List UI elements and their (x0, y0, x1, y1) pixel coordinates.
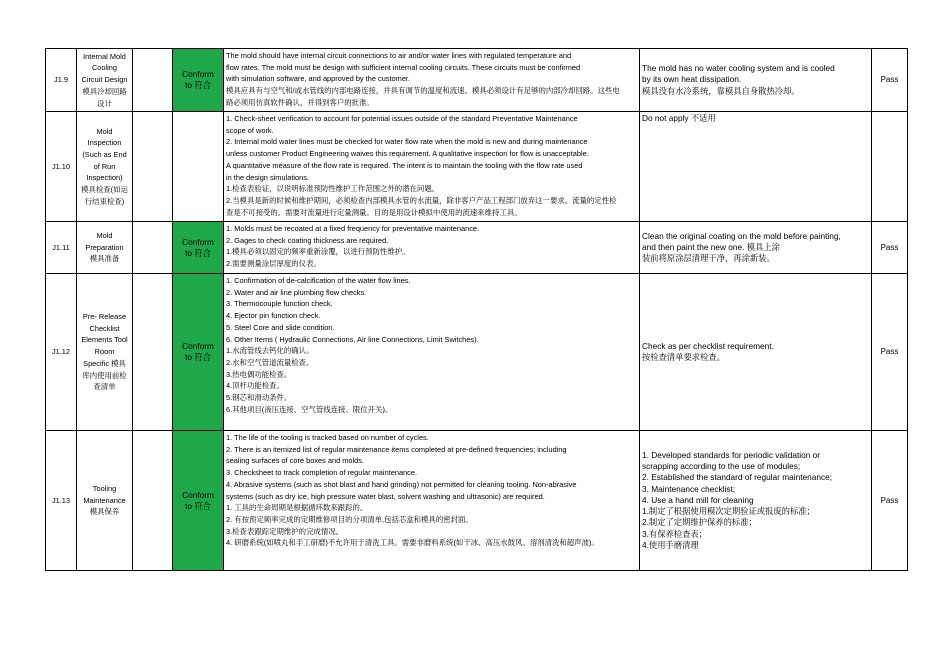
result-cell: Pass (872, 431, 908, 571)
supplier-response-cell (640, 49, 872, 112)
requirement-line: flow rates. The mold must be design with sufficient internal cooling circuits. These circuits must be confirmed (226, 62, 581, 72)
result-cell: Pass (872, 274, 908, 431)
requirement-line: 3. Checksheet to track completion of regular maintenance. (226, 468, 418, 478)
requirement-line: in the design simulations. (226, 172, 309, 182)
requirement-line: 4.顶杆功能检查。 (226, 381, 284, 391)
requirement-line: 5.钢芯和滑动条件。 (226, 393, 292, 403)
requirement-line: sealing surfaces of core boxes and molds. (226, 456, 365, 466)
item-name-line: Maintenance (83, 495, 126, 505)
requirement-line: scope of work. (226, 125, 274, 135)
requirement-cell (224, 431, 640, 571)
supplier-response-line: 1.制定了根据使用模次定期验证或报废的标准； (642, 506, 815, 517)
item-name-line: Circuit Design (81, 75, 128, 85)
requirement-line: 6. Other Items ( Hydraulic Connections, Air line Connections, Limit Switches). (226, 334, 479, 344)
requirement-line: 模具应具有与空气和/或水管线的内部电路连接，并具有调节的温度和流速。模具必须设计有足够的内部冷却回路。这些电 (226, 86, 620, 96)
requirement-line: 2. Gages to check coating thickness are required. (226, 235, 389, 245)
item-name-line: of Run (93, 161, 116, 171)
conformity-line: Conform (182, 69, 214, 79)
supplier-response-cell (640, 222, 872, 274)
conformity-cell (173, 222, 224, 274)
supplier-response-line: 4. Use a hand mill for cleaning (642, 494, 754, 505)
item-name-line: 模具保养 (89, 507, 120, 517)
item-name-line: Room (94, 347, 115, 357)
item-id-cell: J1.9 (46, 49, 77, 112)
requirement-line: 2. Internal mold water lines must be checked for water flow rate when the mold is new and during maintenance (226, 137, 588, 147)
conformity-cell (173, 274, 224, 431)
item-name-line: 查清单 (93, 382, 116, 392)
requirement-line: 3.检查表跟踪定期维护的完成情况。 (226, 526, 344, 536)
requirement-line: 2. Water and air line plumbing flow checks. (226, 287, 367, 297)
item-name-line: Mold (96, 126, 113, 136)
conformity-line: to 符合 (185, 247, 211, 258)
conformity-line: Conform (182, 341, 214, 351)
item-id-cell: J1.13 (46, 431, 77, 571)
item-name-cell (77, 431, 133, 571)
table-row (46, 431, 908, 571)
requirement-cell (224, 112, 640, 222)
conformity-line: Conform (182, 489, 214, 500)
item-name-line: Elements Tool (81, 335, 128, 345)
result-cell (872, 112, 908, 222)
requirement-line: 1. 工具的生命周期是根据循环数来跟踪的。 (226, 503, 368, 513)
supplier-response-line: 3. Maintenance checklist; (642, 483, 736, 494)
item-name-cell (77, 222, 133, 274)
supplier-response-line: Check as per checklist requirement. (642, 340, 774, 351)
requirement-line: 6.其他项目(液压连接、空气管线连接、限位开关)。 (226, 404, 393, 414)
item-name-line: Cooling (91, 63, 118, 73)
audit-checklist-table (45, 48, 908, 571)
table-row (46, 274, 908, 431)
requirement-line: The mold should have internal circuit connections to air and/or water lines with regulated temperature and (226, 51, 572, 60)
supplier-response-line: Do not apply 不适用 (642, 113, 716, 123)
item-id-cell: J1.11 (46, 222, 77, 274)
supplier-response-cell (640, 274, 872, 431)
item-name-line: Specific 模具 (83, 358, 126, 368)
requirement-cell (224, 274, 640, 431)
item-name-line: (Such as End (82, 149, 127, 159)
requirement-line: systems (such as dry ice, high pressure water blast, solvent washing and ultrasonic) are required. (226, 491, 545, 501)
table-row (46, 222, 908, 274)
supplier-response-line: 4.使用手磨清理 (642, 539, 699, 550)
requirement-line: 1. Check-sheet verification to account for potential issues outside of the standard Preventative Maintenance (226, 114, 578, 123)
item-name-line: Inspection (87, 138, 122, 148)
requirement-line: 2.水和空气管道流量检查。 (226, 357, 314, 367)
conformity-line: to 符合 (185, 352, 211, 362)
supplier-response-line: 装前将原涂层清理干净，再涂新装。 (642, 253, 775, 264)
item-name-line: 模具冷却回路 (82, 86, 127, 96)
requirement-line: 2.当模具是新的时候和维护期间，必须检查内部模具水管的水流量，除非客户产品工程部门放弃这一要求。流量的定性检 (226, 195, 617, 205)
item-name-line: 模具准备 (89, 254, 120, 264)
requirement-line: unless customer Product Engineering waives this requirement. A qualitative inspection for flow is unacceptable. (226, 149, 589, 159)
supplier-response-line: scrapping according to the use of modules; (642, 461, 801, 472)
item-name-line: 行结束检查) (84, 196, 125, 206)
conformity-cell (173, 112, 224, 222)
item-id-cell: J1.12 (46, 274, 77, 431)
requirement-line: 4. Ejector pin function check. (226, 311, 321, 321)
supplier-response-line: 3.有保养检查表； (642, 528, 707, 539)
item-name-line: Pre- Release (82, 312, 127, 322)
item-id-cell: J1.10 (46, 112, 77, 222)
conformity-line: to 符合 (185, 80, 211, 90)
supplier-response-line: 2. Established the standard of regular maintenance; (642, 472, 833, 483)
conformity-cell (173, 431, 224, 571)
supplier-response-line: 模具没有水冷系统，靠模具自身散热冷却。 (642, 85, 800, 96)
requirement-line: 查是不可接受的。需要对流量进行定量测量。目的是用设计模拟中使用的流速来维持工具。 (226, 207, 522, 217)
item-name-line: Checklist (89, 323, 120, 333)
item-name-line: 设计 (97, 98, 112, 108)
item-name-cell (77, 112, 133, 222)
requirement-cell (224, 49, 640, 112)
item-name-line: Internal Mold (83, 51, 126, 61)
requirement-line: 2. 有按预定频率完成的定期维修项目的分项清单,包括芯盒和模具的密封面。 (226, 514, 473, 524)
blank-cell (133, 112, 173, 222)
requirement-line: 1.模具必须以固定的频率重新涂覆，以进行预防性维护。 (226, 247, 410, 257)
item-name-line: Inspection) (86, 173, 123, 183)
supplier-response-line: 1. Developed standards for periodic validation or (642, 450, 821, 461)
result-cell: Pass (872, 49, 908, 112)
supplier-response-cell (640, 112, 872, 222)
requirement-line: 1. The life of the tooling is tracked based on number of cycles. (226, 433, 429, 442)
supplier-response-line: by its own heat dissipation. (642, 74, 742, 85)
item-name-cell (77, 49, 133, 112)
requirement-line: 3.热电偶功能检查。 (226, 369, 292, 379)
requirement-line: 1. Confirmation of de-calcification of the water flow lines. (226, 276, 411, 285)
table-row (46, 112, 908, 222)
blank-cell (133, 49, 173, 112)
requirement-line: with simulation software, and approved by the customer. (226, 74, 411, 84)
supplier-response-line: The mold has no water cooling system and is cooled (642, 63, 835, 74)
requirement-line: 1. Molds must be recoated at a fixed frequency for preventative maintenance. (226, 224, 480, 233)
item-name-line: 库内使用前检 (82, 370, 127, 380)
requirement-line: A quantitative measure of the flow rate is required. The intent is to maintain the tooling with the flow rate used (226, 160, 583, 170)
supplier-response-line: Clean the original coating on the mold before painting, (642, 230, 841, 241)
blank-cell (133, 431, 173, 571)
supplier-response-line: 按检查清单要求检查。 (642, 352, 725, 362)
supplier-response-line: 2.制定了定期维护保养的标准； (642, 517, 757, 528)
requirement-line: 1.检查表验证，以说明标准预防性维护工作范围之外的潜在问题。 (226, 184, 440, 194)
requirement-line: 3. Thermocouple function check. (226, 299, 333, 309)
item-name-line: Mold (96, 230, 113, 240)
requirement-line: 4. Abrasive systems (such as shot blast and hand grinding) not permitted for cleaning tooling. Non-abrasive (226, 479, 577, 489)
supplier-response-line: and then paint the new one. 模具上涂 (642, 241, 780, 252)
item-name-line: Preparation (85, 242, 124, 252)
conformity-line: to 符合 (185, 500, 211, 511)
blank-cell (133, 222, 173, 274)
requirement-line: 2. There is an itemized list of regular maintenance items completed at pre-defined frequencies; including (226, 444, 567, 454)
item-name-line: Tooling (92, 483, 117, 493)
blank-cell (133, 274, 173, 431)
item-name-line: 模具检查(如运 (81, 185, 128, 195)
item-name-cell (77, 274, 133, 431)
requirement-line: 2.需要测量涂层厚度的仪表。 (226, 259, 321, 269)
requirement-line: 1.水流管线去钙化的确认。 (226, 346, 314, 356)
conformity-cell (173, 49, 224, 112)
result-cell: Pass (872, 222, 908, 274)
requirement-line: 4. 研磨系统(如喷丸和手工研磨)不允许用于清洗工具。需要非磨料系统(如干冰、高压水鼓风、溶剂清洗和超声波)。 (226, 538, 599, 548)
requirement-cell (224, 222, 640, 274)
supplier-response-cell (640, 431, 872, 571)
requirement-line: 5. Steel Core and slide condition. (226, 322, 335, 332)
conformity-line: Conform (182, 236, 214, 247)
requirement-line: 路必须用仿真软件确认，并得到客户的批准。 (226, 97, 374, 107)
table-row (46, 49, 908, 112)
